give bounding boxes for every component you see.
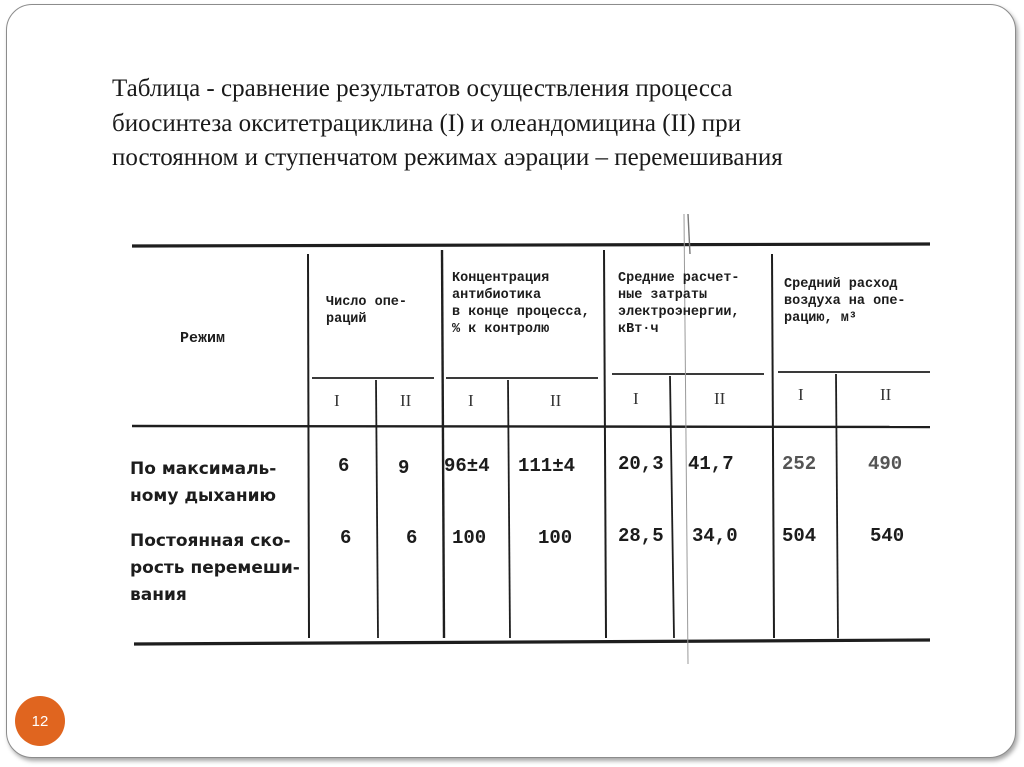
header-line: в конце процесса, — [452, 305, 590, 320]
row-label-line: рость перемеши- — [130, 558, 300, 578]
header-line: рацию, м³ — [784, 311, 857, 326]
scan-artifact — [688, 214, 690, 254]
row-label-line: Постоянная ско- — [130, 531, 291, 551]
page-number-badge: 12 — [15, 696, 65, 746]
sub-label: I — [798, 385, 804, 404]
row-label-line: По максималь- — [130, 459, 277, 479]
header-line: ные затраты — [618, 288, 708, 303]
mode-header: Режим — [180, 330, 226, 347]
table-cell: 100 — [452, 527, 487, 549]
header-line: кВт·ч — [618, 322, 659, 337]
table-cell: 540 — [870, 525, 905, 547]
col-header-air — [784, 276, 906, 327]
col-header-concentration — [452, 270, 590, 338]
table-cell: 6 — [338, 455, 350, 477]
title-line: постоянном и ступенчатом режимах аэрации – перемешивания — [112, 144, 783, 171]
subcolumn-rule — [836, 374, 838, 638]
scanned-table — [128, 214, 934, 674]
table-cell: 490 — [868, 453, 903, 475]
header-line: Средний расход — [784, 277, 898, 292]
header-line: электроэнергии, — [618, 305, 740, 320]
table-cell: 28,5 — [618, 525, 664, 547]
table-cell: 252 — [782, 453, 817, 475]
table-cell: 41,7 — [688, 453, 734, 475]
sub-label: II — [880, 385, 892, 404]
top-rule — [132, 244, 930, 246]
sub-label: II — [714, 389, 726, 408]
column-rule — [772, 254, 774, 638]
title-line: биосинтеза окситетрациклина (I) и олеандомицина (II) при — [112, 109, 742, 137]
table-cell: 20,3 — [618, 453, 664, 475]
table-cell: 6 — [406, 527, 418, 549]
header-line: Концентрация — [452, 271, 550, 286]
table-row-label — [130, 456, 276, 510]
table-cell: 34,0 — [692, 525, 738, 547]
column-rule — [604, 250, 606, 638]
header-line: воздуха на опе- — [784, 294, 906, 309]
header-line: Число опе- — [326, 295, 408, 310]
header-line: % к контролю — [452, 322, 550, 337]
table-cell: 100 — [538, 527, 573, 549]
sub-label: I — [468, 391, 474, 410]
sub-label: I — [633, 389, 639, 408]
header-line: раций — [326, 312, 367, 327]
sub-label: II — [400, 391, 412, 410]
row-label-line: ному дыханию — [130, 486, 277, 506]
subcolumn-rule — [376, 380, 378, 638]
table-cell: 96±4 — [444, 455, 490, 477]
table-cell: 6 — [340, 527, 352, 549]
row-label-line: вания — [130, 585, 187, 605]
header-line: антибиотика — [452, 288, 542, 303]
table-row-label — [130, 528, 300, 609]
header-line: Средние расчет- — [618, 271, 740, 286]
table-cell: 111±4 — [518, 455, 576, 477]
header-rule — [132, 426, 930, 427]
column-rule — [308, 254, 309, 638]
table-cell: 9 — [398, 457, 410, 479]
sub-label: II — [550, 391, 562, 410]
slide-title — [112, 72, 972, 176]
table-cell: 504 — [782, 525, 817, 547]
subcolumn-rule — [508, 380, 510, 638]
subcolumn-rule — [670, 376, 674, 638]
sub-label: I — [334, 391, 340, 410]
title-line: Таблица - сравнение результатов осуществления процесса — [112, 75, 733, 102]
column-rule — [442, 250, 444, 638]
col-header-operations — [326, 294, 407, 328]
col-header-energy — [618, 270, 740, 338]
bottom-rule — [134, 640, 930, 644]
